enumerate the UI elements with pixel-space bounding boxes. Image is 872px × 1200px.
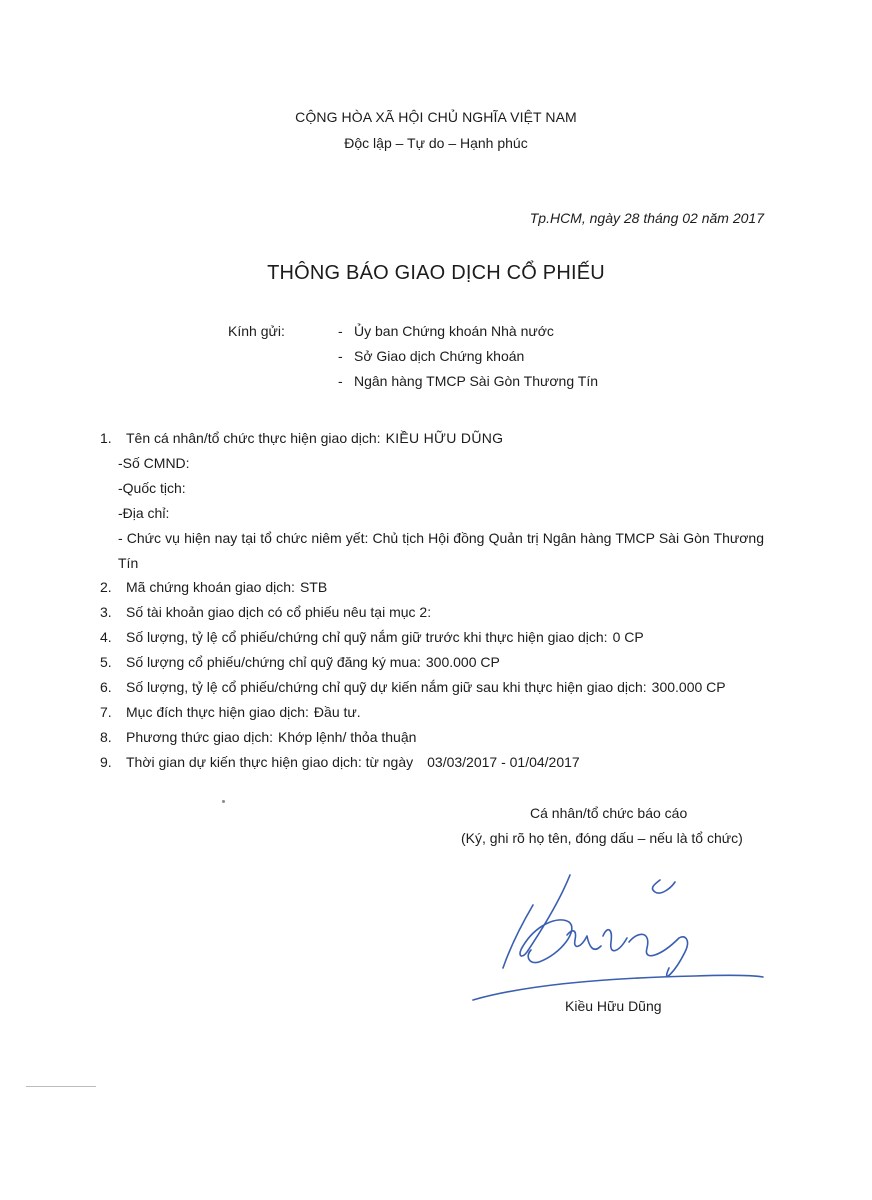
purpose-value: Đầu tư. [313, 704, 361, 720]
item-6 [100, 679, 764, 704]
nation-heading: CỘNG HÒA XÃ HỘI CHỦ NGHĨA VIỆT NAM [295, 109, 577, 125]
item-5 [100, 654, 764, 679]
holding-before-value: 0 CP [612, 629, 644, 645]
item-number: 7. [100, 704, 112, 720]
holding-after-value: 300.000 CP [651, 679, 726, 695]
recipients-list [338, 323, 598, 398]
item-number: 1. [100, 430, 112, 446]
trader-name: KIỀU HỮU DŨNG [385, 430, 504, 446]
document-title: THÔNG BÁO GIAO DỊCH CỔ PHIẾU [267, 262, 605, 284]
nationality-row [100, 480, 764, 505]
item-8 [100, 729, 764, 754]
paper-speck [222, 800, 225, 803]
position-text: - Chức vụ hiện nay tại tổ chức niêm yết: Chủ tịch Hội đồng Quản trị Ngân hàng TMCP Sài Gòn Thương Tín [118, 530, 764, 571]
method-value: Khớp lệnh/ thỏa thuận [278, 729, 417, 745]
item-number: 3. [100, 604, 112, 620]
motto-heading: Độc lập – Tự do – Hạnh phúc [344, 135, 528, 151]
recipient-exchange: Sở Giao dịch Chứng khoán [354, 348, 525, 364]
address-label: -Địa chỉ: [118, 505, 170, 521]
item-7 [100, 704, 764, 729]
item-9 [100, 754, 764, 779]
item-number: 6. [100, 679, 112, 695]
item-label: Thời gian dự kiến thực hiện giao dịch: từ ngày [126, 754, 414, 770]
recipients-label: Kính gửi: [228, 323, 285, 339]
ticker-value: STB [299, 579, 328, 595]
item-number: 2. [100, 579, 112, 595]
recipient-item: - Ủy ban Chứng khoán Nhà nước [338, 323, 554, 339]
signer-title: Cá nhân/tổ chức báo cáo [530, 805, 688, 821]
item-number: 9. [100, 754, 112, 770]
item-label: Mục đích thực hiện giao dịch: [126, 704, 309, 720]
item-label: Số lượng, tỷ lệ cổ phiếu/chứng chỉ quỹ dự kiến nắm giữ sau khi thực hiện giao dịch: [126, 679, 647, 695]
item-3 [100, 604, 764, 629]
item-label: Số lượng, tỷ lệ cổ phiếu/chứng chỉ quỹ nắm giữ trước khi thực hiện giao dịch: [126, 629, 608, 645]
id-card-row [100, 455, 764, 480]
recipient-item: - Ngân hàng TMCP Sài Gòn Thương Tín [338, 373, 598, 389]
item-label: Số tài khoản giao dịch có cổ phiếu nêu tại mục 2: [126, 604, 432, 620]
recipient-bank: Ngân hàng TMCP Sài Gòn Thương Tín [354, 373, 598, 389]
item-number: 4. [100, 629, 112, 645]
report-items [100, 430, 764, 779]
item-1 [100, 430, 764, 455]
item-number: 8. [100, 729, 112, 745]
scan-artifact-line [26, 1086, 96, 1087]
item-label: Mã chứng khoán giao dịch: [126, 579, 295, 595]
nationality-label: -Quốc tịch: [118, 480, 186, 496]
date-range-value: 03/03/2017 - 01/04/2017 [427, 754, 580, 770]
signer-note: (Ký, ghi rõ họ tên, đóng dấu – nếu là tổ chức) [461, 830, 743, 846]
item-number: 5. [100, 654, 112, 670]
recipient-ssc: Ủy ban Chứng khoán Nhà nước [354, 323, 554, 339]
item-label: Số lượng cổ phiếu/chứng chỉ quỹ đăng ký mua: [126, 654, 421, 670]
recipient-item: - Sở Giao dịch Chứng khoán [338, 348, 525, 364]
id-card-label: -Số CMND: [118, 455, 190, 471]
date-line: Tp.HCM, ngày 28 tháng 02 năm 2017 [529, 210, 764, 226]
signer-name: Kiều Hữu Dũng [565, 998, 662, 1014]
handwritten-signature [465, 860, 765, 1005]
item-2 [100, 579, 764, 604]
registered-buy-value: 300.000 CP [425, 654, 500, 670]
item-label: Phương thức giao dịch: [126, 729, 274, 745]
item-4 [100, 629, 764, 654]
item-label: Tên cá nhân/tổ chức thực hiện giao dịch: [126, 430, 381, 446]
